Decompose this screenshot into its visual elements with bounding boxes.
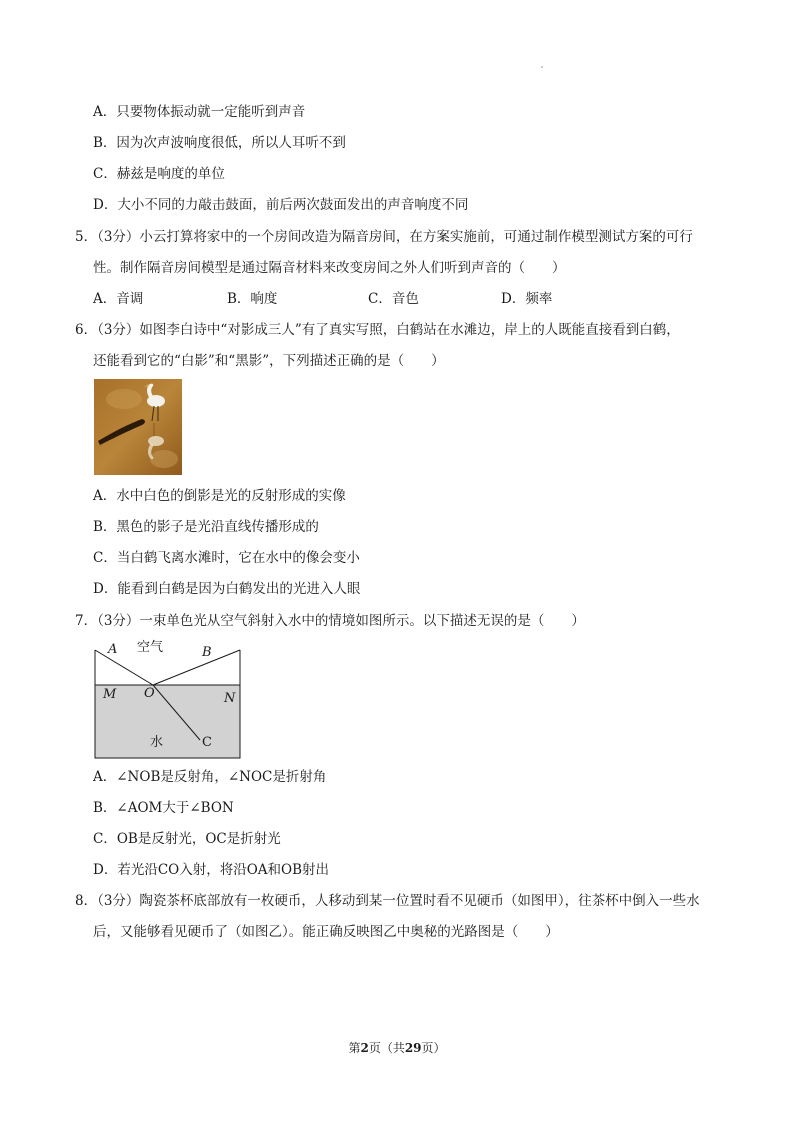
q7-option-c: C．OB是反射光，OC是折射光: [93, 831, 281, 847]
water-region: [95, 685, 240, 758]
footer-total-pages: 29: [404, 1041, 422, 1055]
q6-stem-line2: 还能看到它的“白影”和“黑影”，下列描述正确的是（ ）: [93, 353, 445, 369]
label-b: B: [202, 645, 212, 660]
q7-option-b: B．∠AOM大于∠BON: [93, 800, 234, 816]
label-water: 水: [150, 735, 164, 750]
refraction-diagram: [90, 636, 245, 761]
q6-option-d: D．能看到白鹤是因为白鹤发出的光进入人眼: [93, 581, 361, 597]
q4-option-a: A．只要物体振动就一定能听到声音: [93, 104, 306, 120]
q4-option-b: B．因为次声波响度很低，所以人耳听不到: [93, 135, 346, 151]
crane-photo: [94, 379, 182, 475]
footer-suffix: 页）: [421, 1041, 446, 1055]
label-c: C: [202, 735, 212, 750]
q7-option-a: A．∠NOB是反射角，∠NOC是折射角: [93, 769, 327, 785]
q5-option-d: D．频率: [501, 291, 553, 307]
q6-option-a: A．水中白色的倒影是光的反射形成的实像: [93, 488, 346, 504]
q7-stem-line1: 7．（3分）一束单色光从空气斜射入水中的情境如图所示。以下描述无误的是（ ）: [75, 613, 585, 629]
q6-option-c: C．当白鹤飞离水滩时，它在水中的像会变小: [93, 550, 360, 566]
ray-ob: [153, 650, 240, 685]
q6-stem-line1: 6．（3分）如图李白诗中“对影成三人”有了真实写照，白鹤站在水滩边，岸上的人既能直接看到白鹤，: [75, 322, 680, 338]
q6-option-b: B．黑色的影子是光沿直线传播形成的: [93, 519, 319, 535]
label-m: M: [103, 687, 117, 702]
scan-speck: [541, 66, 543, 68]
q4-option-d: D．大小不同的力敲击鼓面，前后两次鼓面发出的声音响度不同: [93, 197, 469, 213]
page-footer: [0, 1040, 794, 1056]
q8-stem-line2: 后，又能够看见硬币了（如图乙）。能正确反映图乙中奥秘的光路图是（ ）: [93, 924, 559, 940]
q5-stem-line2: 性。制作隔音房间模型是通过隔音材料来改变房间之外人们听到声音的（ ）: [93, 260, 566, 276]
label-a: A: [108, 642, 118, 657]
q5-option-b: B．响度: [227, 291, 278, 307]
label-n: N: [224, 691, 236, 706]
q5-option-a: A．音调: [93, 291, 144, 307]
ray-ao: [95, 650, 153, 685]
q4-option-c: C．赫兹是响度的单位: [93, 166, 225, 182]
footer-page-number: 2: [360, 1041, 369, 1055]
label-air: 空气: [137, 640, 164, 655]
q7-option-d: D．若光沿CO入射，将沿OA和OB射出: [93, 862, 330, 878]
label-o: O: [144, 686, 155, 701]
q8-stem-line1: 8．（3分）陶瓷茶杯底部放有一枚硬币，人移动到某一位置时看不见硬币（如图甲），往茶杯中倒入一些水: [75, 893, 700, 909]
footer-prefix: 第: [348, 1041, 361, 1055]
footer-middle: 页（共: [368, 1041, 405, 1055]
q5-stem-line1: 5．（3分）小云打算将家中的一个房间改造为隔音房间，在方案实施前，可通过制作模型测试方案的可行: [75, 229, 693, 245]
q5-option-c: C．音色: [368, 291, 419, 307]
